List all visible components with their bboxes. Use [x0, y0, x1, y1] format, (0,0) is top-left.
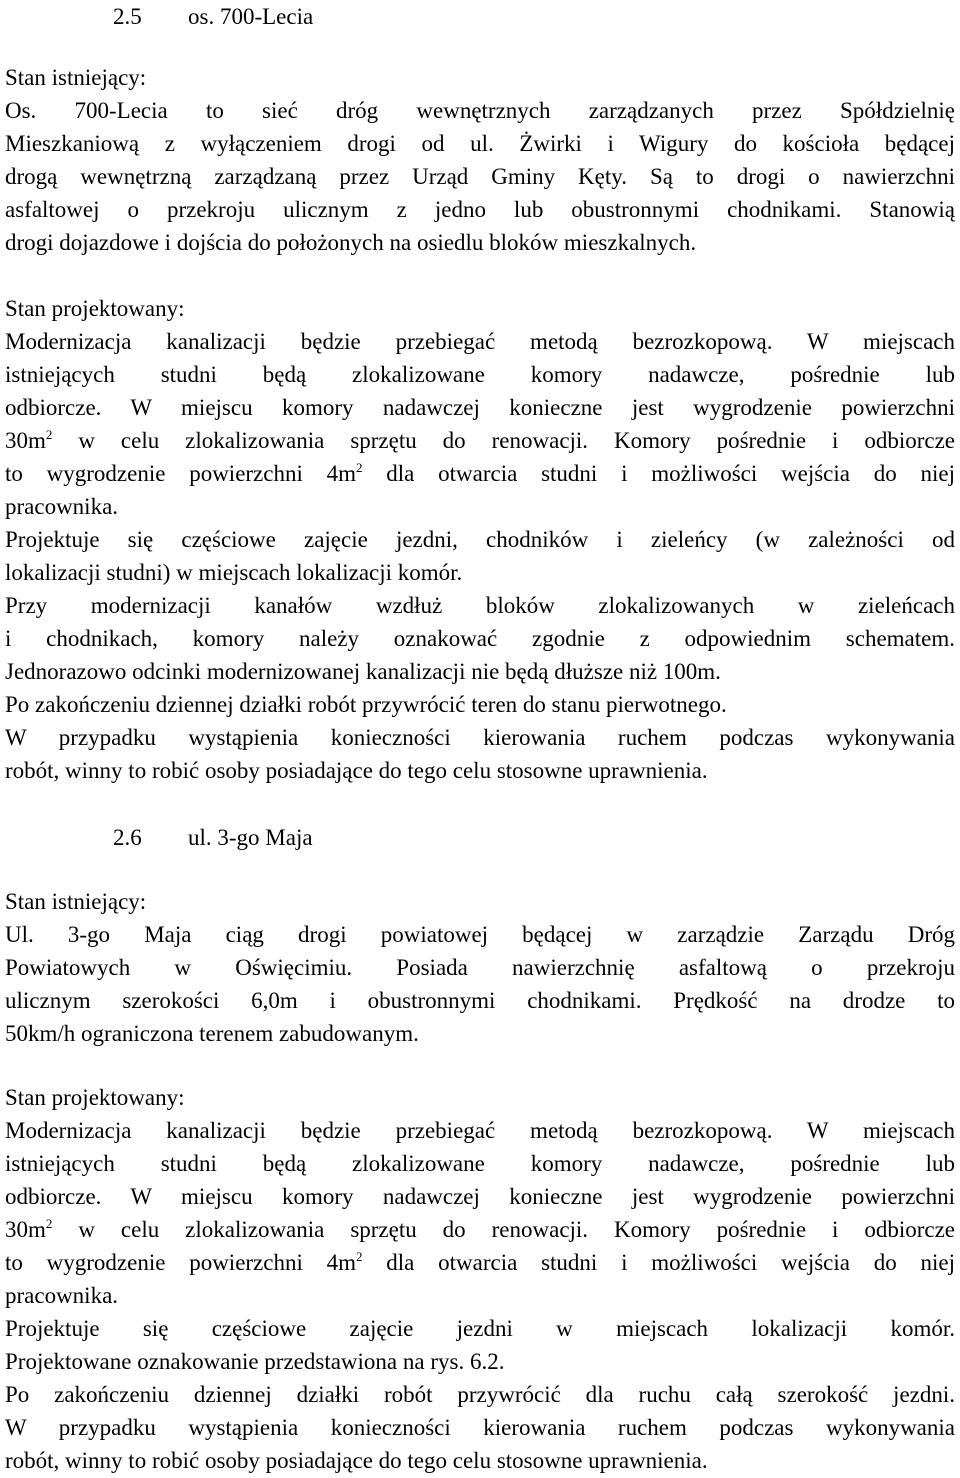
- text-fragment: to wygrodzenie powierzchni 4m: [5, 1250, 357, 1275]
- superscript: 2: [45, 427, 53, 442]
- area-value: 30m: [5, 1217, 46, 1242]
- text-line: istniejących studni będą zlokalizowane komory nadawcze, pośrednie lub: [5, 362, 955, 387]
- text-line: Po zakończeniu dziennej działki robót przywrócić dla ruchu całą szerokość jezdni.: [5, 1382, 955, 1407]
- text-line: lokalizacji studni) w miejscach lokalizacji komór.: [5, 560, 463, 585]
- text-line: Jednorazowo odcinki modernizowanej kanalizacji nie będą dłuższe niż 100m.: [5, 659, 721, 684]
- text-line: W przypadku wystąpienia konieczności kierowania ruchem podczas wykonywania: [5, 1415, 955, 1440]
- text-line: drogi dojazdowe i dojścia do położonych na osiedlu bloków mieszkalnych.: [5, 230, 697, 255]
- existing-state-text: [5, 94, 955, 259]
- project-state-label: Stan projektowany:: [5, 296, 185, 321]
- text-line: Os. 700-Lecia to sieć dróg wewnętrznych zarządzanych przez Spółdzielnię: [5, 98, 955, 123]
- text-fragment: w celu zlokalizowania sprzętu do renowacji. Komory pośrednie i odbiorcze: [52, 1217, 955, 1242]
- superscript: 2: [356, 460, 363, 475]
- text-line: Mieszkaniową z wyłączeniem drogi od ul. Żwirki i Wigury do kościoła będącej: [5, 131, 955, 156]
- text-line: robót, winny to robić osoby posiadające do tego celu stosowne uprawnienia.: [5, 758, 708, 783]
- text-line: Modernizacja kanalizacji będzie przebiegać metodą bezrozkopową. W miejscach: [5, 1118, 955, 1143]
- text-fragment: dla otwarcia studni i możliwości wejścia do niej: [362, 461, 955, 486]
- text-line: [5, 1213, 955, 1246]
- superscript: 2: [45, 1216, 53, 1231]
- text-line: ulicznym szerokości 6,0m i obustronnymi chodnikami. Prędkość na drodze to: [5, 988, 955, 1013]
- project-state-text: [5, 1114, 955, 1477]
- section-title: ul. 3-go Maja: [188, 825, 313, 850]
- text-line: asfaltowej o przekroju ulicznym z jedno lub obustronnymi chodnikami. Stanowią: [5, 197, 955, 222]
- text-line: pracownika.: [5, 1283, 119, 1308]
- text-line: i chodnikach, komory należy oznakować zgodnie z odpowiednim schematem.: [5, 626, 955, 651]
- section-heading-2-6: [5, 821, 955, 854]
- section-title: os. 700-Lecia: [188, 4, 314, 29]
- existing-state-label: Stan istniejący:: [5, 889, 147, 914]
- text-line: Ul. 3-go Maja ciąg drogi powiatowej będącej w zarządzie Zarządu Dróg: [5, 922, 955, 947]
- text-line: Projektuje się częściowe zajęcie jezdni w miejscach lokalizacji komór.: [5, 1316, 955, 1341]
- existing-state-text: [5, 918, 955, 1050]
- text-line: Powiatowych w Oświęcimiu. Posiada nawierzchnię asfaltową o przekroju: [5, 955, 955, 980]
- text-line: Przy modernizacji kanałów wzdłuż bloków zlokalizowanych w zieleńcach: [5, 593, 955, 618]
- document-page: [5, 0, 955, 1477]
- text-line: [5, 1246, 955, 1279]
- text-line: odbiorcze. W miejscu komory nadawczej konieczne jest wygrodzenie powierzchni: [5, 1184, 955, 1209]
- project-state-label: Stan projektowany:: [5, 1085, 185, 1110]
- text-fragment: w celu zlokalizowania sprzętu do renowacji. Komory pośrednie i odbiorcze: [52, 428, 955, 453]
- text-line: [5, 424, 955, 457]
- text-line: W przypadku wystąpienia konieczności kierowania ruchem podczas wykonywania: [5, 725, 955, 750]
- text-line: odbiorcze. W miejscu komory nadawczej konieczne jest wygrodzenie powierzchni: [5, 395, 955, 420]
- text-line: istniejących studni będą zlokalizowane komory nadawcze, pośrednie lub: [5, 1151, 955, 1176]
- text-line: pracownika.: [5, 494, 119, 519]
- text-line: 50km/h ograniczona terenem zabudowanym.: [5, 1021, 419, 1046]
- text-line: [5, 457, 955, 490]
- text-fragment: to wygrodzenie powierzchni 4m: [5, 461, 357, 486]
- superscript: 2: [356, 1249, 363, 1264]
- text-fragment: dla otwarcia studni i możliwości wejścia do niej: [362, 1250, 955, 1275]
- existing-state-label: Stan istniejący:: [5, 65, 147, 90]
- section-number: 2.5: [113, 4, 142, 29]
- section-heading-2-5: [5, 0, 955, 33]
- text-line: Po zakończeniu dziennej działki robót przywrócić teren do stanu pierwotnego.: [5, 692, 727, 717]
- project-state-text: [5, 325, 955, 787]
- text-line: Modernizacja kanalizacji będzie przebiegać metodą bezrozkopową. W miejscach: [5, 329, 955, 354]
- text-line: robót, winny to robić osoby posiadające do tego celu stosowne uprawnienia.: [5, 1448, 708, 1473]
- text-line: Projektowane oznakowanie przedstawiona na rys. 6.2.: [5, 1349, 505, 1374]
- section-number: 2.6: [113, 825, 142, 850]
- area-value: 30m: [5, 428, 46, 453]
- text-line: Projektuje się częściowe zajęcie jezdni, chodników i zieleńcy (w zależności od: [5, 527, 955, 552]
- text-line: drogą wewnętrzną zarządzaną przez Urząd Gminy Kęty. Są to drogi o nawierzchni: [5, 164, 955, 189]
